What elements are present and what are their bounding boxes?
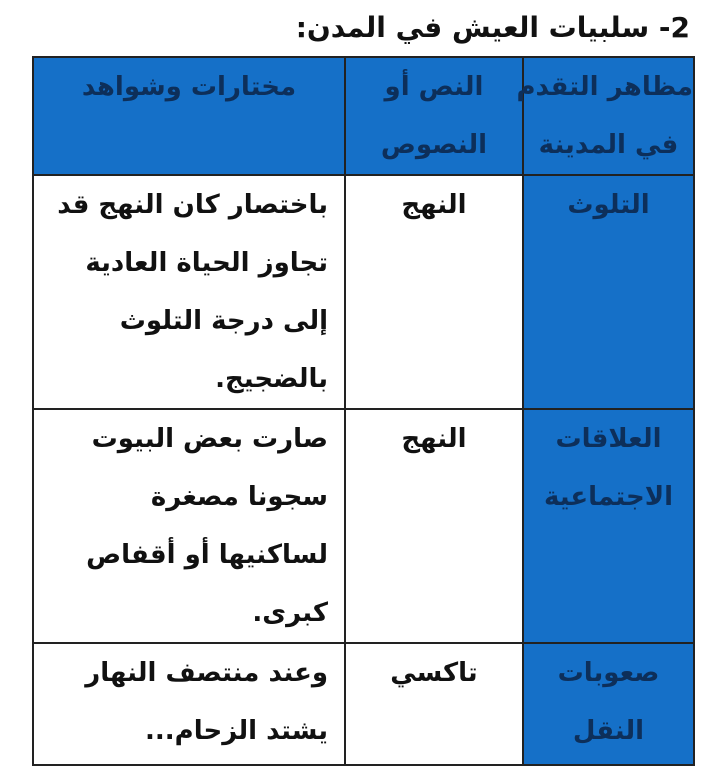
header-text-line-1: النص أو [384,72,484,102]
header-aspect-line-2: في المدينة [538,130,679,160]
row-quote-line: باختصار كان النهج قد [57,190,328,220]
row-text: تاكسي [345,643,523,765]
row-quote-line: تجاوز الحياة العادية [85,248,328,278]
table-header-row [33,57,694,175]
row-text: النهج [345,409,523,643]
header-aspect-line-1: مظاهر التقدم [516,72,693,102]
row-quote-line: صارت بعض البيوت [91,424,328,454]
row-aspect-line: التلوث [567,190,650,220]
section-heading: 2- سلبيات العيش في المدن: [295,11,690,44]
header-text [345,57,523,175]
row-quote [33,643,345,765]
row-quote-line: كبرى. [252,598,328,628]
row-aspect-line: النقل [572,716,645,746]
row-text: النهج [345,175,523,409]
row-quote-line: لساكنيها أو أقفاص [86,540,328,570]
negatives-table [32,56,695,766]
row-quote [33,409,345,643]
header-quotes [33,57,345,175]
row-quote-line: بالضجيج. [215,364,328,394]
row-quote-line: يشتد الزحام... [145,716,328,746]
row-quote [33,175,345,409]
row-aspect [523,175,694,409]
row-aspect-line: العلاقات [555,424,662,454]
row-aspect [523,409,694,643]
row-aspect-line: الاجتماعية [544,482,673,512]
row-quote-line: وعند منتصف النهار [85,658,328,688]
row-aspect [523,643,694,765]
row-quote-line: إلى درجة التلوث [119,306,328,336]
row-quote-line: سجونا مصغرة [150,482,328,512]
header-aspect [516,57,694,175]
table-row [33,409,694,643]
table-row [33,643,694,765]
table-row [33,175,694,409]
header-quotes-line-1: مختارات وشواهد [81,72,297,102]
row-aspect-line: صعوبات [557,658,660,688]
header-text-line-2: النصوص [380,130,488,160]
